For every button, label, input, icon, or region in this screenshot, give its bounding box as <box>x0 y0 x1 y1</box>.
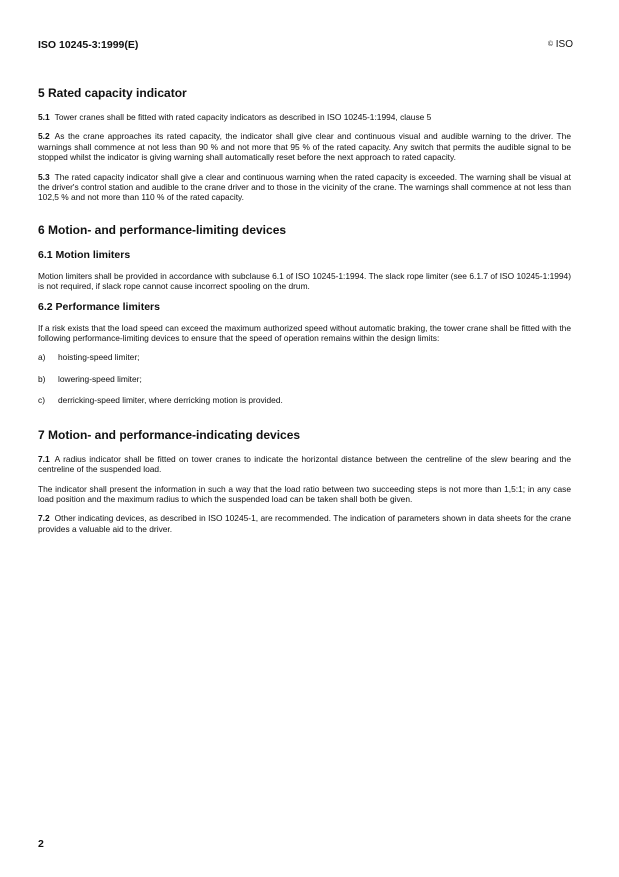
section-6-heading: 6 Motion- and performance-limiting devices <box>38 222 287 237</box>
clause-5-3 <box>38 172 571 203</box>
subsection-6-2-heading: 6.2 Performance limiters <box>38 300 160 313</box>
page-number: 2 <box>38 838 44 850</box>
list-marker: b) <box>38 373 46 384</box>
clause-text: The rated capacity indicator shall give a clear and continuous warning when the rated capacity is exceeded. The warning shall be visual at the driver's control station and audible to the crane driver and to those in the vicinity of the crane. The warnings shall commence at not less than 102,5 % and not more than 110 % of the rated capacity. <box>38 171 571 203</box>
document-body <box>38 86 571 543</box>
list-text: lowering-speed limiter; <box>58 373 142 384</box>
clause-7-1-continued: The indicator shall present the information in such a way that the load ratio between two succeeding steps is not more than 1,5:1; in any case load position and the maximum radius to which the suspended load can be taken shall both be given. <box>38 483 571 504</box>
list-item <box>38 374 571 384</box>
clause-text: A radius indicator shall be fitted on tower cranes to indicate the horizontal distance between the centreline of the slew bearing and the centreline of the suspended load. <box>38 453 571 475</box>
clause-6-1-text: Motion limiters shall be provided in accordance with subclause 6.1 of ISO 10245-1:1994. The slack rope limiter (see 6.1.7 of ISO 10245-1:1994) is not required, if slack rope cannot cause incorrect spooling on the drum. <box>38 270 571 292</box>
list-marker: c) <box>38 395 45 406</box>
clause-text: As the crane approaches its rated capacity, the indicator shall give clear and continuous visual and audible warning to the driver. The warnings shall commence at not less than 90 % and not more that 95 % of the rated capacity. Any switch that permits the audible signal to be stopped whilst the indicator is giving warning shall automatically reset before the next approach to rated capacity. <box>38 131 571 163</box>
document-id: ISO 10245-3:1999(E) <box>38 39 139 51</box>
clause-text: Other indicating devices, as described in ISO 10245-1, are recommended. The indication of parameters shown in data sheets for the crane provides a valuable aid to the driver. <box>38 513 571 534</box>
clause-number: 5.1 <box>38 112 50 122</box>
list-item <box>38 352 571 362</box>
clause-7-1 <box>38 454 571 475</box>
clause-number: 5.2 <box>38 131 50 142</box>
clause-text: Tower cranes shall be fitted with rated capacity indicators as described in ISO 10245-1:1994, clause 5 <box>54 112 432 122</box>
clause-7-2 <box>38 513 571 534</box>
list-marker: a) <box>38 352 46 363</box>
clause-number: 7.2 <box>38 513 50 524</box>
subsection-6-1-heading: 6.1 Motion limiters <box>38 248 131 261</box>
section-5-heading: 5 Rated capacity indicator <box>38 86 187 100</box>
list-text: derricking-speed limiter, where derricking motion is provided. <box>58 395 283 406</box>
clause-number: 5.3 <box>38 171 50 182</box>
copyright-notice <box>548 39 573 50</box>
clause-5-2 <box>38 131 571 162</box>
clause-6-2-text: If a risk exists that the load speed can exceed the maximum authorized speed without automatic braking, the tower crane shall be fitted with the following performance-limiting devices to ensure that the speed of operation remains within the design limits: <box>38 322 571 344</box>
clause-number: 7.1 <box>38 453 50 464</box>
clause-5-1 <box>38 112 571 122</box>
copyright-symbol: © <box>547 41 553 48</box>
copyright-org: ISO <box>555 39 573 50</box>
list-item <box>38 395 571 405</box>
list-text: hoisting-speed limiter; <box>58 352 140 363</box>
section-7-heading: 7 Motion- and performance-indicating devices <box>38 427 301 442</box>
